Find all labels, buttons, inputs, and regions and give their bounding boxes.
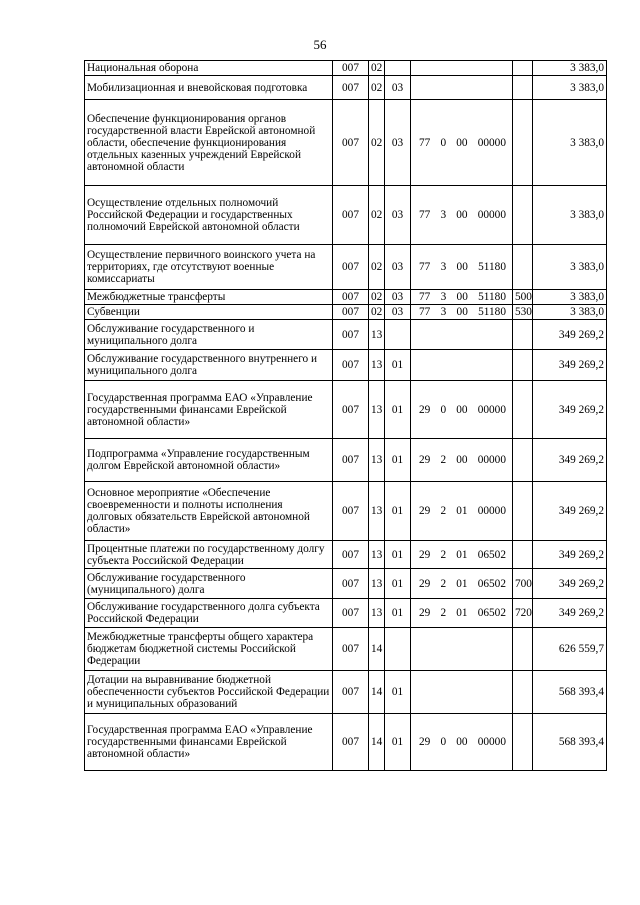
target-article-cell (411, 290, 513, 305)
target-article-parts (413, 505, 510, 517)
target-article-cell (411, 714, 513, 771)
budget-table-body (85, 61, 607, 771)
target-article-cell (411, 320, 513, 350)
target-article-part: 29 (419, 736, 431, 748)
section-code-cell: 02 (369, 186, 385, 245)
target-article-part: 0 (440, 136, 447, 149)
row-name-cell: Дотации на выравнивание бюджетной обеспеченности субъектов Российской Федерации и муниципальных образований (85, 671, 333, 714)
section-code-cell: 13 (369, 439, 385, 482)
table-row (85, 320, 607, 350)
target-article-part: 01 (456, 577, 468, 590)
subsection-code-cell: 01 (385, 599, 411, 628)
target-article-cell (411, 100, 513, 186)
admin-code-cell: 007 (333, 381, 369, 439)
row-name-cell: Осуществление первичного воинского учета на территориях, где отсутствуют военные комиссариаты (85, 245, 333, 290)
amount-cell: 3 383,0 (533, 76, 607, 100)
subsection-code-cell (385, 61, 411, 76)
target-article-parts (413, 549, 510, 561)
amount-cell: 3 383,0 (533, 61, 607, 76)
target-article-part: 00000 (477, 736, 506, 748)
row-name-cell: Обслуживание государственного долга субъекта Российской Федерации (85, 599, 333, 628)
target-article-cell (411, 671, 513, 714)
table-row (85, 541, 607, 569)
target-article-part: 29 (419, 505, 431, 517)
subsection-code-cell: 03 (385, 186, 411, 245)
target-article-part: 06502 (477, 548, 506, 561)
amount-cell: 3 383,0 (533, 245, 607, 290)
target-article-part: 77 (419, 261, 431, 273)
subsection-code-cell: 01 (385, 439, 411, 482)
target-article-cell (411, 305, 513, 320)
section-code-cell: 13 (369, 320, 385, 350)
section-code-cell: 14 (369, 714, 385, 771)
subsection-code-cell: 03 (385, 100, 411, 186)
table-row (85, 290, 607, 305)
table-row (85, 76, 607, 100)
subsection-code-cell: 01 (385, 381, 411, 439)
table-row (85, 628, 607, 671)
target-article-cell (411, 186, 513, 245)
expense-type-cell: 720 (513, 599, 533, 628)
target-article-parts (413, 291, 510, 303)
table-row (85, 439, 607, 482)
target-article-part: 06502 (477, 577, 506, 590)
target-article-cell (411, 482, 513, 541)
target-article-part: 00000 (477, 136, 506, 149)
target-article-part: 29 (419, 577, 431, 590)
amount-cell: 568 393,4 (533, 671, 607, 714)
row-name-cell: Государственная программа ЕАО «Управление государственными финансами Еврейской автономной области» (85, 714, 333, 771)
subsection-code-cell: 01 (385, 482, 411, 541)
target-article-cell (411, 76, 513, 100)
section-code-cell: 02 (369, 245, 385, 290)
subsection-code-cell: 01 (385, 671, 411, 714)
admin-code-cell: 007 (333, 714, 369, 771)
admin-code-cell: 007 (333, 186, 369, 245)
amount-cell: 568 393,4 (533, 714, 607, 771)
table-row (85, 482, 607, 541)
target-article-parts (413, 578, 510, 590)
row-name-cell: Мобилизационная и вневойсковая подготовка (85, 76, 333, 100)
admin-code-cell: 007 (333, 439, 369, 482)
expense-type-cell (513, 245, 533, 290)
table-row (85, 245, 607, 290)
amount-cell: 349 269,2 (533, 599, 607, 628)
row-name-cell: Обслуживание государственного (муниципального) долга (85, 569, 333, 599)
section-code-cell: 13 (369, 350, 385, 381)
section-code-cell: 02 (369, 305, 385, 320)
target-article-part: 00 (456, 306, 468, 318)
section-code-cell: 13 (369, 569, 385, 599)
table-row (85, 350, 607, 381)
table-row (85, 599, 607, 628)
subsection-code-cell: 01 (385, 569, 411, 599)
target-article-part: 29 (419, 403, 431, 416)
target-article-cell (411, 61, 513, 76)
target-article-cell (411, 541, 513, 569)
target-article-parts (413, 404, 510, 416)
target-article-cell (411, 245, 513, 290)
subsection-code-cell: 01 (385, 541, 411, 569)
admin-code-cell: 007 (333, 61, 369, 76)
table-row (85, 671, 607, 714)
amount-cell: 3 383,0 (533, 290, 607, 305)
target-article-part: 3 (440, 261, 447, 273)
section-code-cell: 14 (369, 671, 385, 714)
target-article-part: 00000 (477, 454, 506, 466)
expense-type-cell: 530 (513, 305, 533, 320)
expense-type-cell (513, 482, 533, 541)
target-article-part: 01 (456, 548, 468, 561)
section-code-cell: 02 (369, 290, 385, 305)
target-article-part: 00 (456, 209, 468, 221)
target-article-part: 51180 (478, 291, 506, 303)
admin-code-cell: 007 (333, 599, 369, 628)
page-number: 56 (313, 37, 327, 52)
expense-type-cell: 500 (513, 290, 533, 305)
row-name-cell: Осуществление отдельных полномочий Российской Федерации и государственных полномочий Еврейской автономной области (85, 186, 333, 245)
expense-type-cell (513, 381, 533, 439)
target-article-part: 77 (419, 291, 431, 303)
expense-type-cell (513, 541, 533, 569)
subsection-code-cell (385, 320, 411, 350)
amount-cell: 349 269,2 (533, 569, 607, 599)
target-article-part: 3 (440, 209, 447, 221)
target-article-part: 2 (440, 548, 447, 561)
subsection-code-cell: 03 (385, 290, 411, 305)
amount-cell: 349 269,2 (533, 439, 607, 482)
row-name-cell: Межбюджетные трансферты (85, 290, 333, 305)
row-name-cell: Субвенции (85, 305, 333, 320)
row-name-cell: Основное мероприятие «Обеспечение своевременности и полноты исполнения долговых обязательств Еврейской автономной области» (85, 482, 333, 541)
expense-type-cell (513, 714, 533, 771)
amount-cell: 3 383,0 (533, 100, 607, 186)
section-code-cell: 13 (369, 482, 385, 541)
expense-type-cell (513, 76, 533, 100)
admin-code-cell: 007 (333, 671, 369, 714)
subsection-code-cell (385, 628, 411, 671)
target-article-part: 01 (456, 607, 468, 619)
admin-code-cell: 007 (333, 245, 369, 290)
target-article-part: 2 (440, 577, 447, 590)
admin-code-cell: 007 (333, 482, 369, 541)
target-article-part: 00 (456, 736, 468, 748)
amount-cell: 3 383,0 (533, 186, 607, 245)
table-row (85, 186, 607, 245)
amount-cell: 349 269,2 (533, 381, 607, 439)
target-article-part: 51180 (478, 306, 506, 318)
target-article-parts (413, 454, 510, 466)
admin-code-cell: 007 (333, 320, 369, 350)
target-article-cell (411, 599, 513, 628)
table-row (85, 61, 607, 76)
target-article-part: 06502 (477, 607, 506, 619)
amount-cell: 3 383,0 (533, 305, 607, 320)
section-code-cell: 13 (369, 541, 385, 569)
target-article-part: 00 (456, 291, 468, 303)
section-code-cell: 02 (369, 76, 385, 100)
admin-code-cell: 007 (333, 541, 369, 569)
target-article-parts (413, 736, 510, 748)
target-article-part: 77 (419, 209, 431, 221)
expense-type-cell (513, 628, 533, 671)
target-article-part: 2 (440, 505, 447, 517)
row-name-cell: Процентные платежи по государственному долгу субъекта Российской Федерации (85, 541, 333, 569)
admin-code-cell: 007 (333, 290, 369, 305)
row-name-cell: Обеспечение функционирования органов государственной власти Еврейской автономной области, обеспечение функционирования отдельных казенных учреждений Еврейской автономной области (85, 100, 333, 186)
target-article-part: 77 (419, 136, 431, 149)
expense-type-cell (513, 671, 533, 714)
section-code-cell: 02 (369, 100, 385, 186)
admin-code-cell: 007 (333, 100, 369, 186)
amount-cell: 626 559,7 (533, 628, 607, 671)
target-article-part: 00000 (477, 505, 506, 517)
expense-type-cell (513, 186, 533, 245)
target-article-part: 77 (419, 306, 431, 318)
target-article-cell (411, 569, 513, 599)
row-name-cell: Государственная программа ЕАО «Управление государственными финансами Еврейской автономной области» (85, 381, 333, 439)
section-code-cell: 02 (369, 61, 385, 76)
target-article-part: 00000 (477, 209, 506, 221)
section-code-cell: 13 (369, 599, 385, 628)
subsection-code-cell: 03 (385, 245, 411, 290)
target-article-part: 00000 (477, 403, 506, 416)
section-code-cell: 13 (369, 381, 385, 439)
target-article-cell (411, 350, 513, 381)
target-article-part: 2 (440, 454, 447, 466)
expense-type-cell (513, 100, 533, 186)
target-article-cell (411, 628, 513, 671)
expense-type-cell (513, 61, 533, 76)
admin-code-cell: 007 (333, 350, 369, 381)
target-article-part: 3 (440, 291, 447, 303)
target-article-part: 3 (440, 306, 447, 318)
row-name-cell: Межбюджетные трансферты общего характера бюджетам бюджетной системы Российской Федерации (85, 628, 333, 671)
expense-type-cell: 700 (513, 569, 533, 599)
target-article-part: 00 (456, 454, 468, 466)
expense-type-cell (513, 439, 533, 482)
section-code-cell: 14 (369, 628, 385, 671)
target-article-part: 01 (456, 505, 468, 517)
target-article-parts (413, 209, 510, 221)
target-article-parts (413, 137, 510, 149)
target-article-part: 00 (456, 136, 468, 149)
admin-code-cell: 007 (333, 76, 369, 100)
row-name-cell: Национальная оборона (85, 61, 333, 76)
row-name-cell: Подпрограмма «Управление государственным долгом Еврейской автономной области» (85, 439, 333, 482)
admin-code-cell: 007 (333, 569, 369, 599)
expense-type-cell (513, 320, 533, 350)
table-row (85, 100, 607, 186)
target-article-part: 00 (456, 403, 468, 416)
table-row (85, 305, 607, 320)
subsection-code-cell: 03 (385, 305, 411, 320)
target-article-part: 51180 (478, 261, 506, 273)
target-article-part: 0 (440, 403, 447, 416)
admin-code-cell: 007 (333, 305, 369, 320)
target-article-cell (411, 439, 513, 482)
subsection-code-cell: 01 (385, 714, 411, 771)
subsection-code-cell: 03 (385, 76, 411, 100)
expense-type-cell (513, 350, 533, 381)
target-article-parts (413, 607, 510, 619)
row-name-cell: Обслуживание государственного внутреннего и муниципального долга (85, 350, 333, 381)
amount-cell: 349 269,2 (533, 482, 607, 541)
target-article-part: 00 (456, 261, 468, 273)
target-article-part: 2 (440, 607, 447, 619)
target-article-part: 29 (419, 454, 431, 466)
budget-table (84, 60, 607, 771)
amount-cell: 349 269,2 (533, 350, 607, 381)
table-row (85, 714, 607, 771)
target-article-parts (413, 261, 510, 273)
target-article-part: 29 (419, 548, 431, 561)
table-row (85, 381, 607, 439)
table-row (85, 569, 607, 599)
target-article-parts (413, 306, 510, 318)
amount-cell: 349 269,2 (533, 541, 607, 569)
amount-cell: 349 269,2 (533, 320, 607, 350)
subsection-code-cell: 01 (385, 350, 411, 381)
admin-code-cell: 007 (333, 628, 369, 671)
target-article-part: 29 (419, 607, 431, 619)
row-name-cell: Обслуживание государственного и муниципального долга (85, 320, 333, 350)
target-article-cell (411, 381, 513, 439)
target-article-part: 0 (440, 736, 447, 748)
